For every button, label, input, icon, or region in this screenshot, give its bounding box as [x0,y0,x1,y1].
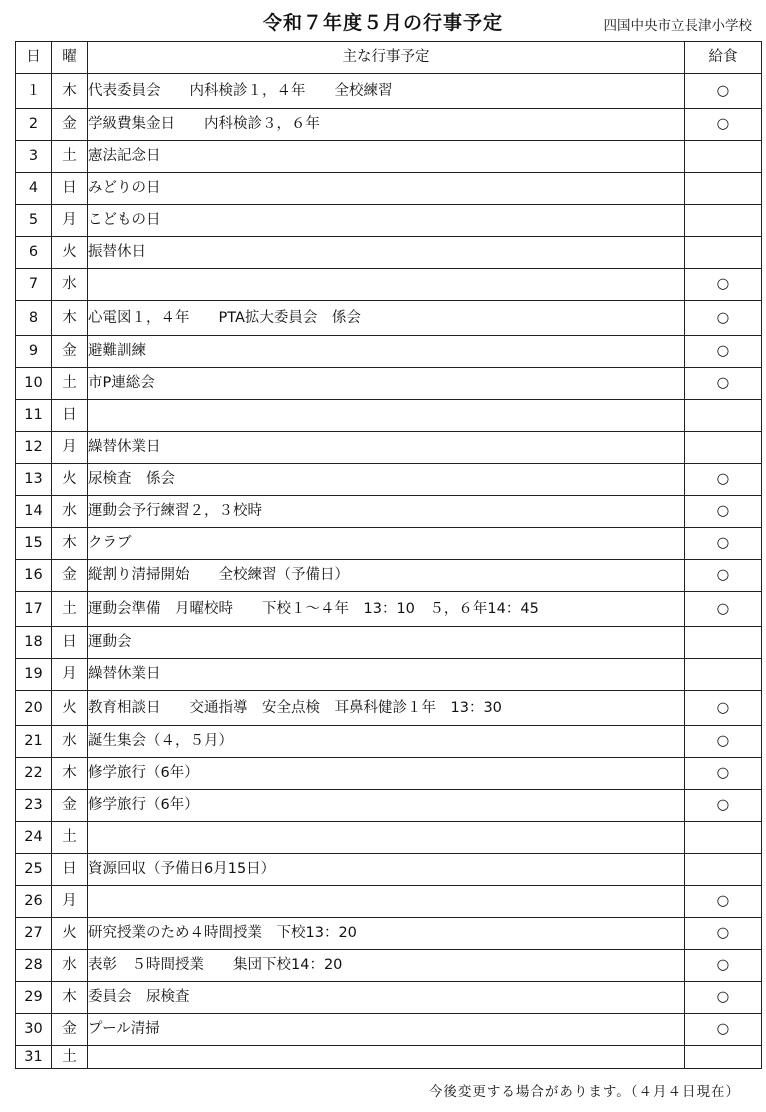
lunch-cell [685,205,762,237]
weekday-cell: 木 [52,758,88,790]
table-row [16,205,762,237]
table-row [16,726,762,758]
day-cell: 8 [16,301,52,336]
events-cell: 修学旅行（6年） [88,790,685,822]
lunch-cell: ○ [685,918,762,950]
table-row [16,269,762,301]
weekday-cell: 月 [52,432,88,464]
lunch-cell: ○ [685,528,762,560]
events-cell: こどもの日 [88,205,685,237]
events-cell: クラブ [88,528,685,560]
table-row [16,886,762,918]
header-day: 日 [16,42,52,74]
lunch-cell [685,141,762,173]
day-cell: 25 [16,854,52,886]
table-row [16,368,762,400]
table-row [16,1046,762,1069]
lunch-cell [685,659,762,691]
events-cell: 運動会予行練習２，３校時 [88,496,685,528]
header-lunch: 給食 [685,42,762,74]
day-cell: 24 [16,822,52,854]
table-row [16,400,762,432]
lunch-cell: ○ [685,74,762,109]
table-row [16,691,762,726]
table-row [16,528,762,560]
lunch-cell: ○ [685,368,762,400]
weekday-cell: 火 [52,464,88,496]
table-row [16,496,762,528]
events-cell: 繰替休業日 [88,659,685,691]
events-cell: プール清掃 [88,1014,685,1046]
events-cell: 市P連総会 [88,368,685,400]
lunch-cell: ○ [685,1014,762,1046]
day-cell: 27 [16,918,52,950]
events-cell: 繰替休業日 [88,432,685,464]
weekday-cell: 火 [52,691,88,726]
lunch-cell: ○ [685,496,762,528]
day-cell: 15 [16,528,52,560]
day-cell: 18 [16,627,52,659]
table-row [16,173,762,205]
events-cell: 表彰 ５時間授業 集団下校14：20 [88,950,685,982]
weekday-cell: 水 [52,950,88,982]
lunch-cell: ○ [685,790,762,822]
lunch-cell: ○ [685,982,762,1014]
table-row [16,918,762,950]
day-cell: 20 [16,691,52,726]
table-row [16,659,762,691]
events-cell: 心電図１，４年 PTA拡大委員会 係会 [88,301,685,336]
lunch-cell: ○ [685,336,762,368]
weekday-cell: 火 [52,237,88,269]
day-cell: 13 [16,464,52,496]
weekday-cell: 金 [52,336,88,368]
events-cell: 学級費集金日 内科検診３，６年 [88,109,685,141]
table-row [16,592,762,627]
day-cell: 17 [16,592,52,627]
events-cell: みどりの日 [88,173,685,205]
table-row [16,854,762,886]
day-cell: 5 [16,205,52,237]
lunch-cell [685,432,762,464]
day-cell: 26 [16,886,52,918]
table-row [16,141,762,173]
school-name: 四国中央市立長津小学校 [603,18,752,34]
table-row [16,822,762,854]
day-cell: 12 [16,432,52,464]
weekday-cell: 木 [52,528,88,560]
lunch-cell [685,173,762,205]
footnote: 今後変更する場合があります。（４月４日現在） [428,1084,740,1100]
weekday-cell: 金 [52,109,88,141]
weekday-cell: 土 [52,141,88,173]
events-cell [88,1046,685,1069]
table-row [16,982,762,1014]
weekday-cell: 日 [52,400,88,432]
table-row [16,1014,762,1046]
lunch-cell: ○ [685,758,762,790]
table-row [16,336,762,368]
events-cell: 避難訓練 [88,336,685,368]
day-cell: 29 [16,982,52,1014]
weekday-cell: 木 [52,74,88,109]
events-cell: 運動会準備 月曜校時 下校１～４年 13：10 ５，６年14：45 [88,592,685,627]
weekday-cell: 日 [52,627,88,659]
weekday-cell: 水 [52,496,88,528]
lunch-cell: ○ [685,691,762,726]
events-cell: 教育相談日 交通指導 安全点検 耳鼻科健診１年 13：30 [88,691,685,726]
events-cell: 資源回収（予備日6月15日） [88,854,685,886]
day-cell: 2 [16,109,52,141]
schedule-body [16,74,762,1069]
day-cell: 3 [16,141,52,173]
weekday-cell: 木 [52,982,88,1014]
day-cell: 28 [16,950,52,982]
header-row [16,42,762,74]
day-cell: 10 [16,368,52,400]
day-cell: 16 [16,560,52,592]
weekday-cell: 日 [52,173,88,205]
weekday-cell: 月 [52,886,88,918]
lunch-cell [685,854,762,886]
weekday-cell: 金 [52,560,88,592]
lunch-cell [685,237,762,269]
events-cell: 修学旅行（6年） [88,758,685,790]
events-cell: 代表委員会 内科検診１，４年 全校練習 [88,74,685,109]
lunch-cell: ○ [685,109,762,141]
lunch-cell [685,822,762,854]
day-cell: 22 [16,758,52,790]
table-row [16,790,762,822]
events-cell [88,269,685,301]
events-cell: 誕生集会（４，５月） [88,726,685,758]
table-row [16,758,762,790]
events-cell: 縦割り清掃開始 全校練習（予備日） [88,560,685,592]
header-weekday: 曜 [52,42,88,74]
lunch-cell [685,1046,762,1069]
day-cell: 19 [16,659,52,691]
events-cell [88,822,685,854]
events-cell: 尿検査 係会 [88,464,685,496]
table-row [16,109,762,141]
events-cell: 運動会 [88,627,685,659]
day-cell: 7 [16,269,52,301]
lunch-cell [685,627,762,659]
table-row [16,950,762,982]
day-cell: 23 [16,790,52,822]
weekday-cell: 金 [52,790,88,822]
lunch-cell: ○ [685,269,762,301]
lunch-cell: ○ [685,592,762,627]
weekday-cell: 水 [52,269,88,301]
table-row [16,237,762,269]
table-row [16,464,762,496]
weekday-cell: 月 [52,659,88,691]
events-cell [88,400,685,432]
header-events: 主な行事予定 [88,42,685,74]
day-cell: 4 [16,173,52,205]
events-cell [88,886,685,918]
table-row [16,301,762,336]
lunch-cell [685,400,762,432]
day-cell: 31 [16,1046,52,1069]
weekday-cell: 水 [52,726,88,758]
page-title: 令和７年度５月の行事予定 [262,12,503,34]
events-cell: 振替休日 [88,237,685,269]
weekday-cell: 月 [52,205,88,237]
weekday-cell: 金 [52,1014,88,1046]
lunch-cell: ○ [685,886,762,918]
lunch-cell: ○ [685,560,762,592]
weekday-cell: 日 [52,854,88,886]
table-row [16,74,762,109]
lunch-cell: ○ [685,726,762,758]
events-cell: 研究授業のため４時間授業 下校13：20 [88,918,685,950]
day-cell: 11 [16,400,52,432]
day-cell: 30 [16,1014,52,1046]
lunch-cell: ○ [685,301,762,336]
schedule-table [15,41,762,1069]
lunch-cell: ○ [685,950,762,982]
weekday-cell: 火 [52,918,88,950]
table-row [16,432,762,464]
table-row [16,560,762,592]
weekday-cell: 木 [52,301,88,336]
day-cell: 6 [16,237,52,269]
day-cell: 14 [16,496,52,528]
events-cell: 憲法記念日 [88,141,685,173]
day-cell: 21 [16,726,52,758]
day-cell: 9 [16,336,52,368]
table-row [16,627,762,659]
day-cell: １ [16,74,52,109]
weekday-cell: 土 [52,1046,88,1069]
weekday-cell: 土 [52,592,88,627]
events-cell: 委員会 尿検査 [88,982,685,1014]
lunch-cell: ○ [685,464,762,496]
weekday-cell: 土 [52,368,88,400]
weekday-cell: 土 [52,822,88,854]
